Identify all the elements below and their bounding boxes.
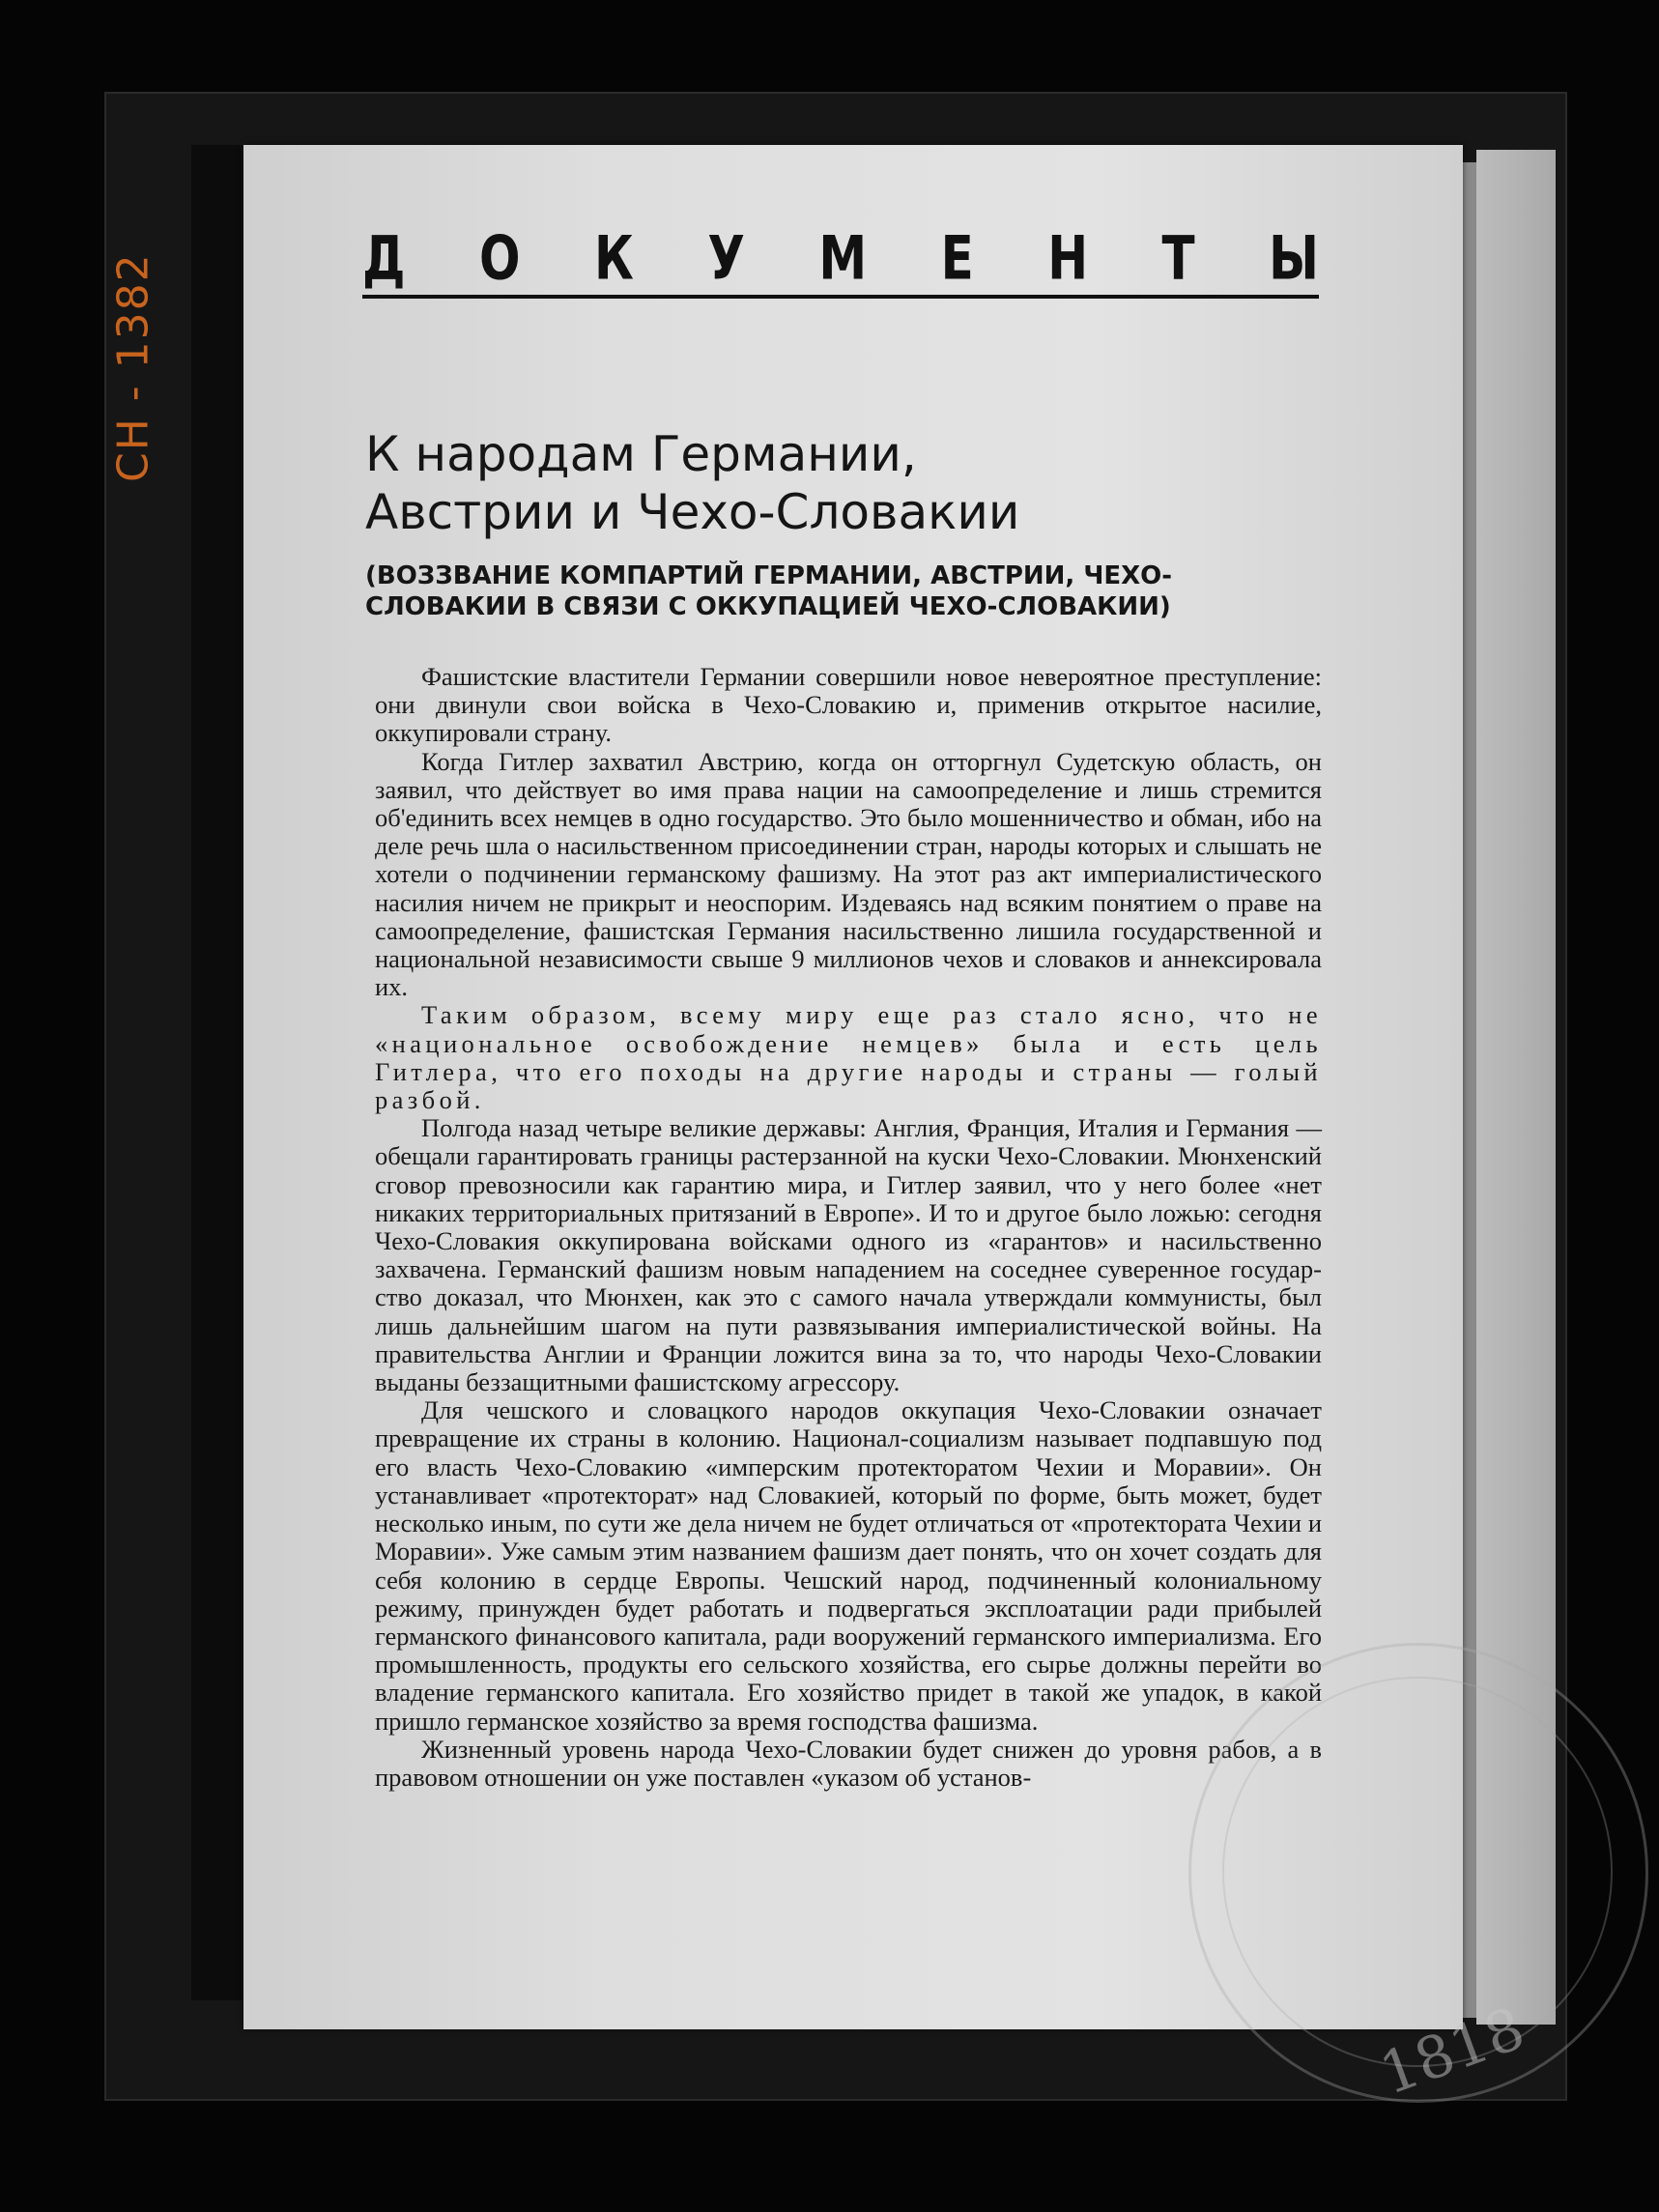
article-body bbox=[375, 663, 1322, 1792]
article-subtitle: (ВОЗЗВАНИЕ КОМПАРТИЙ ГЕРМАНИИ, АВСТРИИ, ЧЕХО-СЛОВАКИИ В СВЯЗИ С ОККУПАЦИЕЙ ЧЕХО-СЛОВАКИИ) bbox=[365, 561, 1173, 621]
book-spine bbox=[191, 145, 247, 2000]
title-line: Австрии и Чехо-Словакии bbox=[365, 484, 1020, 540]
heading-letter: О bbox=[479, 222, 521, 294]
stamp-inner-ring bbox=[1222, 1677, 1613, 2067]
heading-letter: Е bbox=[940, 222, 974, 294]
paragraph: Фашистские властители Германии совершили новое невероятное преступление: они двинули свои войска в Чехо-Словакию и, применив открытое насилие, оккупировали страну. bbox=[375, 662, 1322, 748]
heading-letter: М bbox=[818, 222, 868, 294]
section-heading bbox=[362, 223, 1319, 294]
heading-letter: Т bbox=[1161, 222, 1195, 294]
heading-letter: Д bbox=[362, 222, 406, 294]
heading-letter: К bbox=[593, 222, 634, 294]
stamp-year: 1818 bbox=[1371, 1994, 1533, 2110]
paragraph: Полгода назад четыре великие державы: Англия, Франция, Италия и Германия — обещали гарантировать границы растерзанной на куски Чехо-Словакии. Мюнхенский сговор превозносили как гарантию мира, и Гитлер заявил, что у него более «нет никаких территориальных притязаний в Европе». И то и другое было ложью: сегодня Чехо-Словакия оккупирована войсками одного из «гарантов» и насильственно захвачена. Германский фашизм новым нападением на соседнее суверенное государство доказал, что Мюнхен, как это с самого начала утверждали коммунисты, был лишь дальнейшим шагом на пути развязывания империалистической войны. На правительства Англии и Франции ложится вина за то, что народы Чехо-Словакии выданы беззащитными фашистскому агрессору. bbox=[375, 1113, 1322, 1397]
museum-stamp bbox=[1188, 1643, 1648, 2110]
paragraph: Жизненный уровень народа Чехо-Словакии будет снижен до уровня рабов, а в правовом отношении он уже поставлен «указом об установ- bbox=[375, 1734, 1322, 1792]
heading-underline bbox=[362, 295, 1319, 299]
paragraph: Для чешского и словацкого народов оккупация Чехо-Словакии означает превращение их страны в колонию. Национал-социализм называет подпавшую под его власть Чехо-Словакию «имперским протекторатом Чехии и Моравии». Он устанавливает «протекторат» над Словакией, который по форме, быть может, будет несколько иным, по сути же дела ничем не будет отличаться от «протектората Чехии и Моравии». Уже самым этим названием фашизм дает понять, что он хочет создать для себя колонию в сердце Европы. Чешский народ, подчиненный колониальному режиму, принужден будет работать и подвергаться эксплоатации ради прибылей германского финансового капитала, ради вооружений германского империализма. Его промышленность, продукты его сельского хозяйства, его сырье должны перейти во владение германского капитала. Его хозяйство придет в такой же упадок, в какой пришло германское хозяйство за время господства фашизма. bbox=[375, 1395, 1322, 1736]
article-title bbox=[365, 425, 1312, 541]
paragraph-spaced: Таким образом, всему миру еще раз стало ясно, что не «национальное освобождение немцев» была и есть цель Гитлера, что его походы на другие народы и страны — голый разбой. bbox=[375, 1000, 1322, 1115]
title-line: К народам Германии, bbox=[365, 426, 917, 482]
heading-letter: Н bbox=[1047, 222, 1089, 294]
paragraph: Когда Гитлер захватил Австрию, когда он отторгнул Судетскую область, он заявил, что действует во имя права нации на самоопределение и лишь стремится об'единить всех немцев в одно государство. Это было мошенничество и обман, ибо на деле речь шла о насильственном присоединении стран, народы которых и слышать не хотели о подчинении германскому фашизму. На этот раз акт империалистического насилия ничем не прикрыт и неоспорим. Издеваясь над всяким понятием о праве на самоопределение, фашистская Германия насильственно лишила государственной и национальной независимости свыше 9 миллионов чехов и словаков и аннексировала их. bbox=[375, 746, 1322, 1002]
heading-letter: У bbox=[707, 222, 745, 294]
accession-number: CH - 1382 bbox=[108, 252, 158, 482]
heading-letter: Ы bbox=[1269, 222, 1319, 294]
